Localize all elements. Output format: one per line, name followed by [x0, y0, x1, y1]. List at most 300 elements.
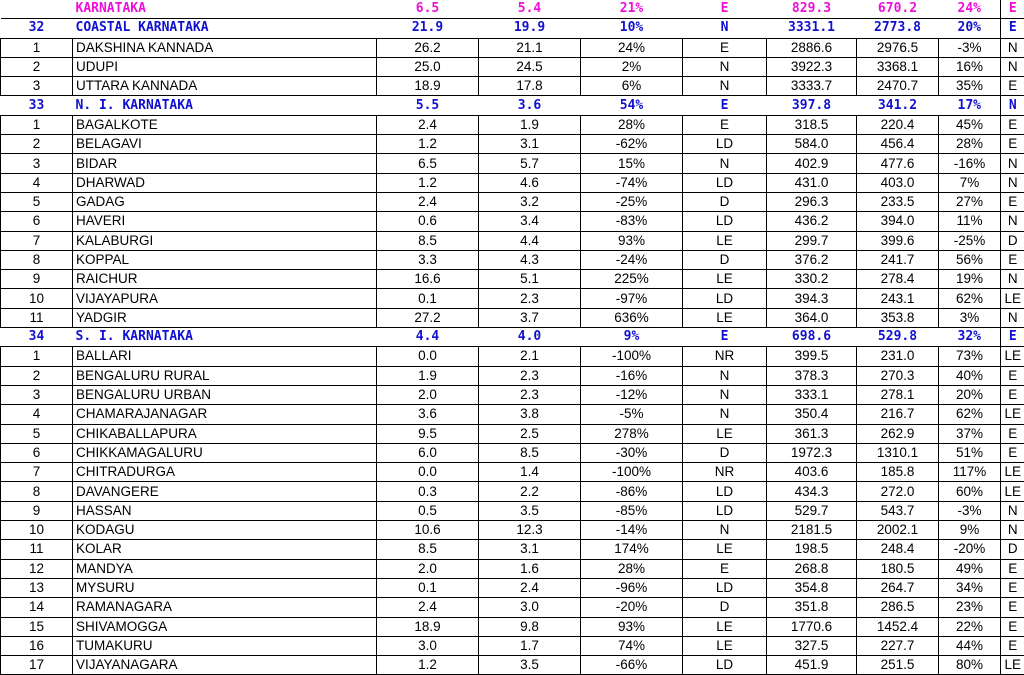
district-value-cell: E [1001, 77, 1024, 96]
district-value-cell: 286.5 [857, 598, 939, 617]
district-value-cell: 3.4 [479, 212, 581, 231]
district-row [1, 57, 1024, 76]
region-number: 34 [1, 328, 73, 347]
district-value-cell: -14% [581, 521, 683, 540]
district-name-cell: SHIVAMOGGA [73, 617, 377, 636]
region-value-cell: 529.8 [857, 328, 939, 347]
district-value-cell: N [1001, 154, 1024, 173]
serial-number-cell: 5 [1, 424, 73, 443]
state-name: KARNATAKA [73, 0, 377, 19]
district-value-cell: 40% [939, 366, 1001, 385]
district-value-cell: 0.6 [377, 212, 479, 231]
district-row [1, 656, 1024, 675]
district-row [1, 270, 1024, 289]
district-value-cell: 93% [581, 617, 683, 636]
district-value-cell: 23% [939, 598, 1001, 617]
district-value-cell: -30% [581, 443, 683, 462]
district-value-cell: LE [1001, 463, 1024, 482]
district-value-cell: 3.1 [479, 540, 581, 559]
district-value-cell: E [1001, 578, 1024, 597]
state-number [1, 0, 73, 19]
serial-number-cell: 2 [1, 366, 73, 385]
district-value-cell: E [1001, 366, 1024, 385]
district-value-cell: 2.3 [479, 385, 581, 404]
district-value-cell: LD [683, 289, 767, 308]
district-value-cell: 1.9 [377, 366, 479, 385]
district-name-cell: BIDAR [73, 154, 377, 173]
district-value-cell: 402.9 [767, 154, 857, 173]
district-value-cell: 37% [939, 424, 1001, 443]
district-value-cell: 9% [939, 521, 1001, 540]
district-value-cell: LE [1001, 656, 1024, 675]
district-value-cell: 1.2 [377, 173, 479, 192]
district-value-cell: E [1001, 617, 1024, 636]
district-row [1, 385, 1024, 404]
region-header-row [1, 96, 1024, 115]
district-row [1, 308, 1024, 327]
district-value-cell: E [1001, 443, 1024, 462]
region-value-cell: 32% [939, 328, 1001, 347]
district-value-cell: D [683, 443, 767, 462]
district-row [1, 559, 1024, 578]
district-value-cell: 251.5 [857, 656, 939, 675]
district-value-cell: 2181.5 [767, 521, 857, 540]
district-value-cell: 3368.1 [857, 57, 939, 76]
district-value-cell: -3% [939, 501, 1001, 520]
district-row [1, 347, 1024, 366]
district-value-cell: 1.4 [479, 463, 581, 482]
district-value-cell: 262.9 [857, 424, 939, 443]
region-value-cell: 4.4 [377, 328, 479, 347]
district-value-cell: 6.5 [377, 154, 479, 173]
district-value-cell: 361.3 [767, 424, 857, 443]
district-value-cell: 45% [939, 115, 1001, 134]
district-value-cell: 0.0 [377, 347, 479, 366]
district-value-cell: 354.8 [767, 578, 857, 597]
district-name-cell: KODAGU [73, 521, 377, 540]
district-value-cell: 80% [939, 656, 1001, 675]
district-value-cell: 3.5 [479, 656, 581, 675]
district-value-cell: 1.7 [479, 636, 581, 655]
district-value-cell: 62% [939, 405, 1001, 424]
district-value-cell: 2976.5 [857, 38, 939, 57]
district-value-cell: N [1001, 173, 1024, 192]
district-value-cell: 330.2 [767, 270, 857, 289]
district-value-cell: 44% [939, 636, 1001, 655]
district-value-cell: 2.0 [377, 385, 479, 404]
district-value-cell: 27% [939, 192, 1001, 211]
district-value-cell: 1.2 [377, 656, 479, 675]
district-value-cell: N [683, 385, 767, 404]
district-name-cell: RAICHUR [73, 270, 377, 289]
district-value-cell: 436.2 [767, 212, 857, 231]
district-value-cell: E [683, 559, 767, 578]
district-value-cell: 2.3 [479, 289, 581, 308]
district-value-cell: -74% [581, 173, 683, 192]
district-value-cell: 174% [581, 540, 683, 559]
district-value-cell: -62% [581, 135, 683, 154]
serial-number-cell: 1 [1, 347, 73, 366]
district-value-cell: 364.0 [767, 308, 857, 327]
district-value-cell: 6% [581, 77, 683, 96]
district-value-cell: 25.0 [377, 57, 479, 76]
district-value-cell: 2.1 [479, 347, 581, 366]
district-value-cell: 327.5 [767, 636, 857, 655]
district-name-cell: UTTARA KANNADA [73, 77, 377, 96]
district-value-cell: -24% [581, 250, 683, 269]
district-value-cell: LE [1001, 405, 1024, 424]
district-value-cell: N [683, 77, 767, 96]
district-value-cell: 434.3 [767, 482, 857, 501]
district-row [1, 578, 1024, 597]
district-value-cell: 3.2 [479, 192, 581, 211]
serial-number-cell: 9 [1, 270, 73, 289]
district-row [1, 289, 1024, 308]
region-value-cell: E [1001, 19, 1024, 38]
serial-number-cell: 7 [1, 463, 73, 482]
district-name-cell: DHARWAD [73, 173, 377, 192]
district-name-cell: KOLAR [73, 540, 377, 559]
serial-number-cell: 8 [1, 482, 73, 501]
district-value-cell: N [1001, 38, 1024, 57]
region-value-cell: 17% [939, 96, 1001, 115]
district-row [1, 154, 1024, 173]
district-value-cell: LE [1001, 347, 1024, 366]
district-value-cell: 2.4 [377, 598, 479, 617]
district-name-cell: UDUPI [73, 57, 377, 76]
region-value-cell: 19.9 [479, 19, 581, 38]
district-value-cell: 3.1 [479, 135, 581, 154]
district-value-cell: 8.5 [377, 540, 479, 559]
district-value-cell: N [683, 521, 767, 540]
district-row [1, 250, 1024, 269]
serial-number-cell: 4 [1, 173, 73, 192]
district-value-cell: -25% [581, 192, 683, 211]
district-value-cell: 399.6 [857, 231, 939, 250]
district-value-cell: 27.2 [377, 308, 479, 327]
district-row [1, 38, 1024, 57]
district-name-cell: HASSAN [73, 501, 377, 520]
region-value-cell: N [1001, 96, 1024, 115]
district-value-cell: 28% [939, 135, 1001, 154]
district-value-cell: 3.0 [479, 598, 581, 617]
district-value-cell: NR [683, 347, 767, 366]
district-row [1, 482, 1024, 501]
district-value-cell: 3.5 [479, 501, 581, 520]
district-value-cell: 51% [939, 443, 1001, 462]
district-row [1, 598, 1024, 617]
district-name-cell: BAGALKOTE [73, 115, 377, 134]
district-value-cell: 2002.1 [857, 521, 939, 540]
district-value-cell: LD [683, 501, 767, 520]
region-value-cell: 20% [939, 19, 1001, 38]
district-value-cell: 117% [939, 463, 1001, 482]
district-value-cell: 2.0 [377, 559, 479, 578]
district-value-cell: E [1001, 385, 1024, 404]
district-value-cell: 216.7 [857, 405, 939, 424]
serial-number-cell: 3 [1, 154, 73, 173]
district-value-cell: E [1001, 636, 1024, 655]
district-name-cell: HAVERI [73, 212, 377, 231]
district-name-cell: YADGIR [73, 308, 377, 327]
district-name-cell: VIJAYANAGARA [73, 656, 377, 675]
district-value-cell: D [1001, 540, 1024, 559]
district-name-cell: VIJAYAPURA [73, 289, 377, 308]
serial-number-cell: 6 [1, 212, 73, 231]
district-row [1, 443, 1024, 462]
district-value-cell: 180.5 [857, 559, 939, 578]
district-value-cell: LD [683, 173, 767, 192]
district-value-cell: 299.7 [767, 231, 857, 250]
district-value-cell: 225% [581, 270, 683, 289]
serial-number-cell: 10 [1, 521, 73, 540]
district-name-cell: CHAMARAJANAGAR [73, 405, 377, 424]
district-value-cell: D [1001, 231, 1024, 250]
district-value-cell: D [683, 192, 767, 211]
district-value-cell: -20% [581, 598, 683, 617]
state-value-cell: 24% [939, 0, 1001, 19]
region-value-cell: 341.2 [857, 96, 939, 115]
district-value-cell: E [683, 38, 767, 57]
district-row [1, 463, 1024, 482]
serial-number-cell: 12 [1, 559, 73, 578]
state-header-row [1, 0, 1024, 19]
region-value-cell: 10% [581, 19, 683, 38]
district-value-cell: -20% [939, 540, 1001, 559]
district-value-cell: 34% [939, 578, 1001, 597]
district-value-cell: 20% [939, 385, 1001, 404]
district-value-cell: 1.2 [377, 135, 479, 154]
district-value-cell: N [1001, 270, 1024, 289]
district-value-cell: N [683, 154, 767, 173]
district-value-cell: 12.3 [479, 521, 581, 540]
district-value-cell: -86% [581, 482, 683, 501]
district-row [1, 231, 1024, 250]
district-name-cell: KOPPAL [73, 250, 377, 269]
district-value-cell: LE [683, 617, 767, 636]
district-value-cell: -96% [581, 578, 683, 597]
serial-number-cell: 8 [1, 250, 73, 269]
serial-number-cell: 15 [1, 617, 73, 636]
district-name-cell: BELAGAVI [73, 135, 377, 154]
region-value-cell: E [683, 96, 767, 115]
district-value-cell: 17.8 [479, 77, 581, 96]
district-value-cell: 2.4 [377, 192, 479, 211]
district-value-cell: 3% [939, 308, 1001, 327]
serial-number-cell: 1 [1, 38, 73, 57]
district-value-cell: N [1001, 57, 1024, 76]
district-value-cell: 3333.7 [767, 77, 857, 96]
district-value-cell: 220.4 [857, 115, 939, 134]
district-value-cell: 22% [939, 617, 1001, 636]
district-value-cell: 11% [939, 212, 1001, 231]
state-value-cell: 6.5 [377, 0, 479, 19]
district-value-cell: 8.5 [377, 231, 479, 250]
district-value-cell: 73% [939, 347, 1001, 366]
district-row [1, 115, 1024, 134]
district-row [1, 424, 1024, 443]
district-value-cell: 248.4 [857, 540, 939, 559]
district-value-cell: 376.2 [767, 250, 857, 269]
district-value-cell: LE [1001, 482, 1024, 501]
region-header-row [1, 328, 1024, 347]
district-value-cell: 2.4 [377, 115, 479, 134]
district-value-cell: 2.2 [479, 482, 581, 501]
district-value-cell: 2.5 [479, 424, 581, 443]
district-row [1, 501, 1024, 520]
district-value-cell: 10.6 [377, 521, 479, 540]
district-value-cell: LE [683, 424, 767, 443]
district-value-cell: LD [683, 482, 767, 501]
district-name-cell: RAMANAGARA [73, 598, 377, 617]
district-value-cell: 9.5 [377, 424, 479, 443]
district-value-cell: 0.0 [377, 463, 479, 482]
district-value-cell: 584.0 [767, 135, 857, 154]
district-value-cell: 272.0 [857, 482, 939, 501]
district-value-cell: 18.9 [377, 617, 479, 636]
district-value-cell: 198.5 [767, 540, 857, 559]
district-value-cell: LD [683, 135, 767, 154]
district-value-cell: 4.6 [479, 173, 581, 192]
district-value-cell: 56% [939, 250, 1001, 269]
serial-number-cell: 3 [1, 385, 73, 404]
district-value-cell: -83% [581, 212, 683, 231]
district-value-cell: 0.1 [377, 289, 479, 308]
district-value-cell: E [1001, 135, 1024, 154]
district-value-cell: 399.5 [767, 347, 857, 366]
serial-number-cell: 16 [1, 636, 73, 655]
district-value-cell: 227.7 [857, 636, 939, 655]
serial-number-cell: 11 [1, 540, 73, 559]
region-name: N. I. KARNATAKA [73, 96, 377, 115]
serial-number-cell: 3 [1, 77, 73, 96]
district-value-cell: 268.8 [767, 559, 857, 578]
district-value-cell: 1.9 [479, 115, 581, 134]
region-value-cell: 21.9 [377, 19, 479, 38]
serial-number-cell: 10 [1, 289, 73, 308]
district-value-cell: 74% [581, 636, 683, 655]
district-value-cell: -5% [581, 405, 683, 424]
region-value-cell: N [683, 19, 767, 38]
region-value-cell: 3.6 [479, 96, 581, 115]
district-value-cell: 2.3 [479, 366, 581, 385]
district-value-cell: -85% [581, 501, 683, 520]
district-name-cell: MANDYA [73, 559, 377, 578]
district-value-cell: E [1001, 424, 1024, 443]
region-value-cell: 698.6 [767, 328, 857, 347]
district-value-cell: 185.8 [857, 463, 939, 482]
district-value-cell: -16% [581, 366, 683, 385]
region-value-cell: 9% [581, 328, 683, 347]
district-value-cell: LD [683, 578, 767, 597]
state-value-cell: E [683, 0, 767, 19]
district-value-cell: N [1001, 308, 1024, 327]
district-name-cell: MYSURU [73, 578, 377, 597]
region-value-cell: E [683, 328, 767, 347]
region-name: S. I. KARNATAKA [73, 328, 377, 347]
district-value-cell: 1310.1 [857, 443, 939, 462]
district-value-cell: 19% [939, 270, 1001, 289]
district-value-cell: 278.4 [857, 270, 939, 289]
district-value-cell: 3.8 [479, 405, 581, 424]
district-value-cell: 28% [581, 115, 683, 134]
region-number: 32 [1, 19, 73, 38]
district-name-cell: TUMAKURU [73, 636, 377, 655]
district-name-cell: DAVANGERE [73, 482, 377, 501]
district-value-cell: 1770.6 [767, 617, 857, 636]
district-value-cell: 1.6 [479, 559, 581, 578]
serial-number-cell: 1 [1, 115, 73, 134]
district-value-cell: 2.4 [479, 578, 581, 597]
district-value-cell: E [1001, 559, 1024, 578]
district-value-cell: 2886.6 [767, 38, 857, 57]
district-value-cell: LE [683, 231, 767, 250]
district-row [1, 540, 1024, 559]
district-value-cell: 4.3 [479, 250, 581, 269]
district-value-cell: -25% [939, 231, 1001, 250]
district-value-cell: 0.1 [377, 578, 479, 597]
district-name-cell: DAKSHINA KANNADA [73, 38, 377, 57]
district-value-cell: LD [683, 212, 767, 231]
district-value-cell: 394.3 [767, 289, 857, 308]
district-value-cell: 477.6 [857, 154, 939, 173]
district-value-cell: 26.2 [377, 38, 479, 57]
district-row [1, 521, 1024, 540]
district-row [1, 366, 1024, 385]
district-value-cell: 231.0 [857, 347, 939, 366]
district-value-cell: 21.1 [479, 38, 581, 57]
district-value-cell: -97% [581, 289, 683, 308]
district-value-cell: LE [683, 308, 767, 327]
district-row [1, 617, 1024, 636]
district-value-cell: 543.7 [857, 501, 939, 520]
district-value-cell: 0.3 [377, 482, 479, 501]
district-value-cell: 296.3 [767, 192, 857, 211]
district-value-cell: 278.1 [857, 385, 939, 404]
district-row [1, 405, 1024, 424]
serial-number-cell: 13 [1, 578, 73, 597]
state-value-cell: 5.4 [479, 0, 581, 19]
serial-number-cell: 2 [1, 57, 73, 76]
district-value-cell: 264.7 [857, 578, 939, 597]
region-value-cell: 4.0 [479, 328, 581, 347]
district-value-cell: 5.1 [479, 270, 581, 289]
district-value-cell: 93% [581, 231, 683, 250]
region-value-cell: 54% [581, 96, 683, 115]
district-value-cell: 278% [581, 424, 683, 443]
district-value-cell: 451.9 [767, 656, 857, 675]
serial-number-cell: 17 [1, 656, 73, 675]
district-row [1, 173, 1024, 192]
district-value-cell: -3% [939, 38, 1001, 57]
serial-number-cell: 6 [1, 443, 73, 462]
district-value-cell: -16% [939, 154, 1001, 173]
district-value-cell: 270.3 [857, 366, 939, 385]
state-value-cell: 829.3 [767, 0, 857, 19]
district-value-cell: -12% [581, 385, 683, 404]
district-value-cell: 318.5 [767, 115, 857, 134]
district-value-cell: N [1001, 212, 1024, 231]
state-value-cell: 21% [581, 0, 683, 19]
district-value-cell: 9.8 [479, 617, 581, 636]
district-value-cell: E [1001, 115, 1024, 134]
district-value-cell: N [683, 366, 767, 385]
district-value-cell: 2% [581, 57, 683, 76]
district-value-cell: -66% [581, 656, 683, 675]
district-value-cell: N [683, 405, 767, 424]
district-value-cell: 3922.3 [767, 57, 857, 76]
district-value-cell: E [683, 115, 767, 134]
